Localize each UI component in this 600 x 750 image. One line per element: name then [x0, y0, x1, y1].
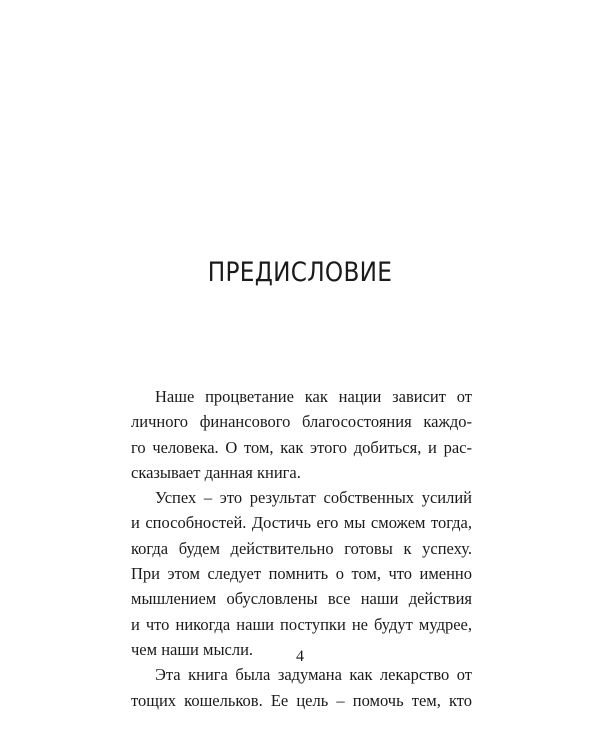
paragraph-3-line-1: Эта книга была задумана как лекарство от	[155, 665, 472, 685]
paragraph-1-line-1: Наше процветание как нации зависит от	[155, 387, 472, 406]
paragraph-2-line-1: Успех – это результат собственных усилий	[155, 488, 472, 508]
chapter-title: ПРЕДИСЛОВИЕ	[207, 257, 393, 288]
paragraph-2-line-6: и что никогда наши поступки не будут мудрее,	[131, 614, 472, 634]
page-number: 4	[296, 648, 304, 665]
paragraph-3-line-2: тощих кошельков. Ее цель – помочь тем, кто	[131, 690, 472, 710]
paragraph-2-line-3: когда будем действительно готовы к успеху.	[131, 538, 472, 558]
paragraph-2-line-4: При этом следует помнить о том, что именно	[131, 564, 472, 584]
paragraph-2-line-5: мышлением обусловлены все наши действия	[131, 589, 472, 609]
paragraph-1-line-2: личного финансового благосостояния каждо-	[131, 412, 472, 432]
paragraph-2-line-7: чем наши мысли.	[131, 639, 254, 659]
paragraph-1-line-4: сказывает данная книга.	[131, 462, 301, 482]
paragraph-1-line-3: го человека. О том, как этого добиться, и рас-	[131, 437, 472, 457]
paragraph-2-line-2: и способностей. Достичь его мы сможем тогда,	[131, 513, 472, 533]
